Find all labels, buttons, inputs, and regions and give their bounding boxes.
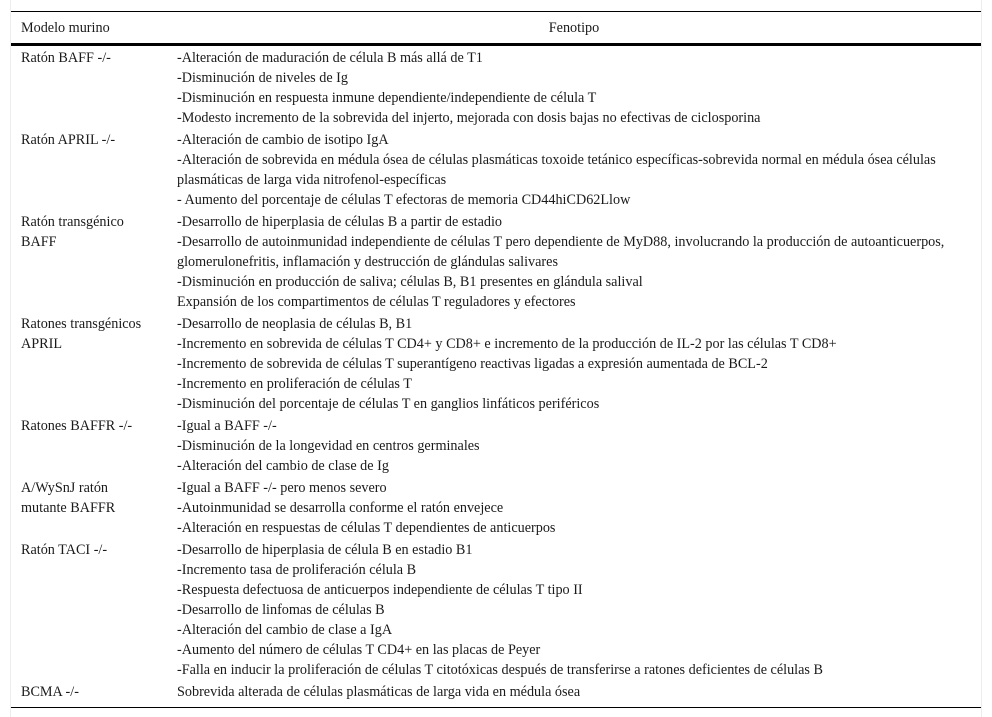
phenotype-cell [167, 681, 981, 708]
phenotype-item: -Desarrollo de autoinmunidad independiente de células T pero dependiente de MyD88, involucrando la producción de autoanticuerpos, glomerulonefritis, inflamación y destrucción de glándulas salivares [177, 234, 945, 270]
phenotype-item: -Modesto incremento de la sobrevida del injerto, mejorada con dosis bajas no efectivas de ciclosporina [177, 110, 761, 126]
phenotype-cell [167, 415, 981, 477]
table-row [11, 313, 981, 415]
header-model: Modelo murino [11, 12, 167, 45]
phenotype-cell [167, 539, 981, 681]
phenotype-item: -Respuesta defectuosa de anticuerpos independiente de células T tipo II [177, 582, 583, 598]
phenotype-item: -Autoinmunidad se desarrolla conforme el ratón envejece [177, 500, 504, 516]
phenotype-item: -Disminución de niveles de Ig [177, 70, 348, 86]
table-row [11, 681, 981, 708]
table-row [11, 539, 981, 681]
phenotype-item: -Desarrollo de hiperplasia de células B a partir de estadio [177, 214, 503, 230]
phenotype-item: -Alteración de sobrevida en médula ósea de células plasmáticas toxoide tetánico específicas-sobrevida normal en médula ósea células plasmáticas de larga vida nitrofenol-específicas [177, 152, 936, 188]
phenotype-table [11, 11, 981, 708]
table-row [11, 415, 981, 477]
phenotype-item: -Disminución en respuesta inmune dependiente/independiente de célula T [177, 90, 597, 106]
table-row [11, 45, 981, 130]
phenotype-cell [167, 211, 981, 313]
table-row [11, 211, 981, 313]
phenotype-item: -Alteración de cambio de isotipo IgA [177, 132, 389, 148]
model-cell: Ratones BAFFR -/- [21, 418, 133, 434]
phenotype-item: -Falla en inducir la proliferación de células T citotóxicas después de transferirse a ratones deficientes de células B [177, 662, 823, 678]
phenotype-cell [167, 477, 981, 539]
phenotype-item: -Disminución del porcentaje de células T en ganglios linfáticos periféricos [177, 396, 600, 412]
header-phenotype: Fenotipo [167, 12, 981, 45]
phenotype-item: -Alteración del cambio de clase a IgA [177, 622, 393, 638]
phenotype-item: -Aumento del número de células T CD4+ en las placas de Peyer [177, 642, 541, 658]
phenotype-cell [167, 45, 981, 130]
phenotype-item: -Alteración de maduración de célula B más allá de T1 [177, 50, 483, 66]
phenotype-item: -Incremento tasa de proliferación célula B [177, 562, 417, 578]
phenotype-item: -Disminución en producción de saliva; células B, B1 presentes en glándula salival [177, 274, 643, 290]
table-header-row [11, 12, 981, 45]
phenotype-item: -Incremento en proliferación de células T [177, 376, 412, 392]
phenotype-item: Sobrevida alterada de células plasmáticas de larga vida en médula ósea [177, 684, 581, 700]
model-cell: A/WySnJ ratón mutante BAFFR [21, 480, 116, 516]
phenotype-cell [167, 129, 981, 211]
model-cell: Ratón APRIL -/- [21, 132, 116, 148]
phenotype-cell [167, 313, 981, 415]
model-cell: Ratón transgénico BAFF [21, 214, 124, 250]
phenotype-item: -Disminución de la longevidad en centros germinales [177, 438, 480, 454]
phenotype-item: -Incremento de sobrevida de células T superantígeno reactivas ligadas a expresión aumentada de BCL-2 [177, 356, 768, 372]
phenotype-item: -Alteración en respuestas de células T dependientes de anticuerpos [177, 520, 556, 536]
phenotype-item: -Igual a BAFF -/- [177, 418, 277, 434]
phenotype-item: Expansión de los compartimentos de células T reguladores y efectores [177, 294, 576, 310]
model-cell: Ratones transgénicos APRIL [21, 316, 142, 352]
model-cell: Ratón TACI -/- [21, 542, 108, 558]
model-cell: BCMA -/- [11, 681, 167, 708]
phenotype-item: -Incremento en sobrevida de células T CD4+ y CD8+ e incremento de la producción de IL-2 por las células T CD8+ [177, 336, 837, 352]
phenotype-item: -Desarrollo de linfomas de células B [177, 602, 385, 618]
phenotype-item: -Alteración del cambio de clase de Ig [177, 458, 389, 474]
table-row [11, 129, 981, 211]
phenotype-item: -Desarrollo de neoplasia de células B, B1 [177, 316, 413, 332]
phenotype-item: - Aumento del porcentaje de células T efectoras de memoria CD44hiCD62Llow [177, 192, 631, 208]
model-cell: Ratón BAFF -/- [21, 50, 111, 66]
phenotype-item: -Desarrollo de hiperplasia de célula B en estadio B1 [177, 542, 473, 558]
table-row [11, 477, 981, 539]
phenotype-item: -Igual a BAFF -/- pero menos severo [177, 480, 387, 496]
